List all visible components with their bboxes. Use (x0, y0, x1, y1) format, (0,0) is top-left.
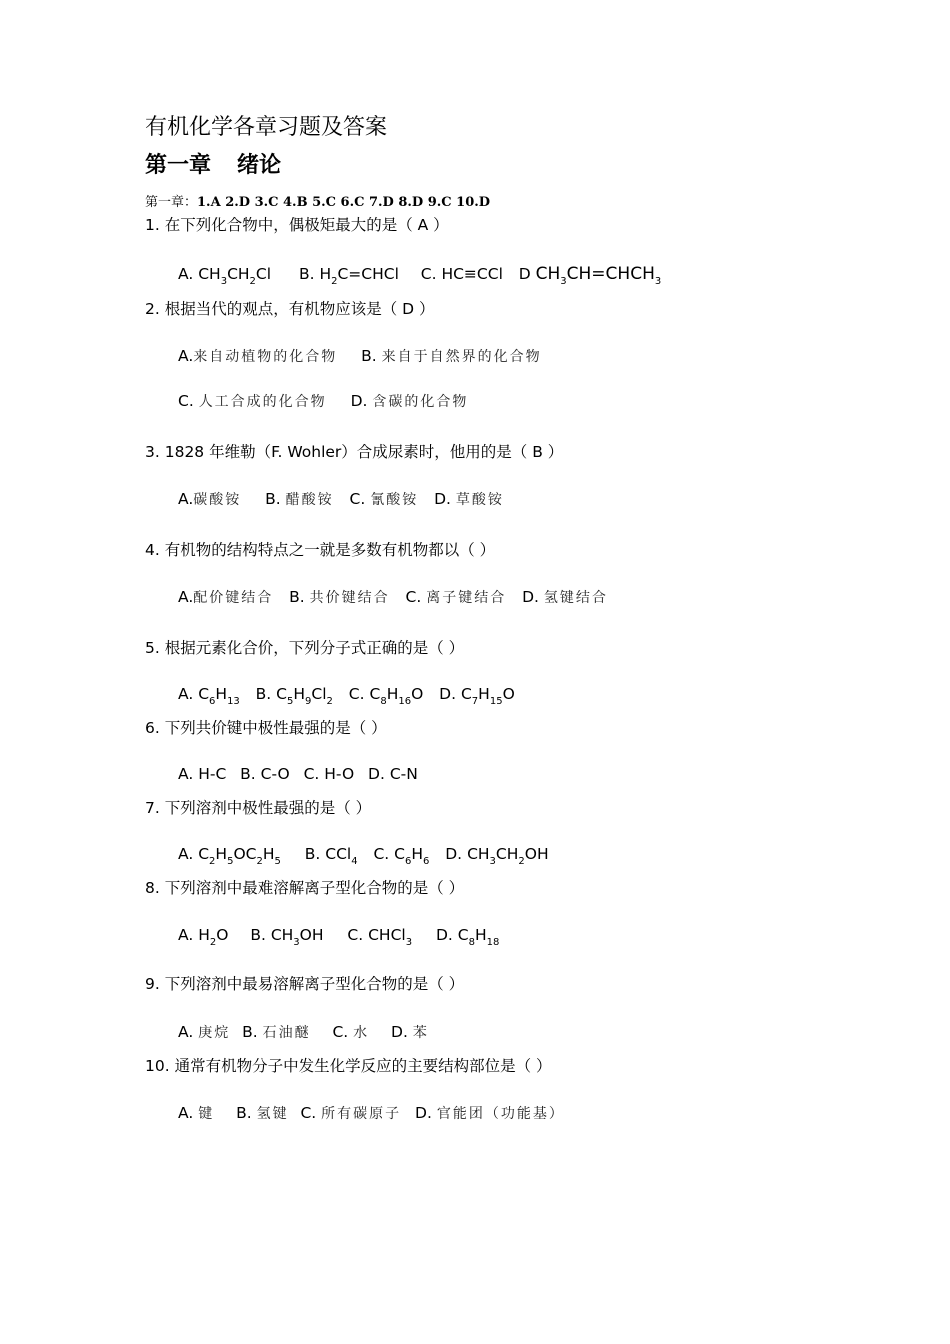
option-label: A. (178, 765, 194, 783)
option-label: D (518, 265, 531, 283)
option-formula: HC≡CCl (441, 265, 503, 283)
option-label: B. (298, 265, 315, 283)
answer-key-text: 1.A 2.D 3.C 4.B 5.C 6.C 7.D 8.D 9.C 10.D (197, 195, 491, 210)
option-label: B. (240, 765, 256, 783)
question-5: 5. 根据元素化合价，下列分子式正确的是（ ） (145, 639, 465, 657)
option-label: B. (289, 588, 305, 606)
option-text: 来自动植物的化合物 (193, 349, 338, 365)
question-1: 1. 在下列化合物中，偶极矩最大的是（ A ） (145, 216, 449, 234)
option-formula: $H_2C=CHCl$ (319, 265, 399, 287)
option-label: D. (435, 926, 453, 944)
answer-key-label: 第一章： (145, 195, 198, 210)
question-1-options (178, 264, 662, 287)
option-label: A. (178, 845, 194, 863)
question-7: 7. 下列溶剂中极性最强的是（ ） (145, 799, 372, 817)
option-label: A. (178, 1104, 194, 1122)
option-formula: CCl$_4$ (325, 845, 358, 867)
option-label: D. (445, 845, 463, 863)
option-label: C. (332, 1023, 349, 1041)
option-text: 水 (353, 1025, 370, 1041)
question-2-options-row2 (178, 391, 468, 411)
option-label: B. (250, 926, 266, 944)
question-4-options (178, 587, 608, 607)
chapter-name: 绪论 (237, 153, 282, 178)
option-text: 来自于自然界的化合物 (381, 349, 542, 365)
question-9-options (178, 1022, 429, 1042)
answer-key (145, 191, 490, 210)
option-label: D. (368, 765, 385, 783)
option-formula: $CH_3CH=CHCH_3$ (535, 264, 662, 287)
option-label: D. (350, 392, 368, 410)
question-7-options (178, 845, 549, 867)
option-text: 官能团（功能基） (436, 1106, 565, 1122)
option-formula: $H_2O$ (198, 926, 229, 948)
option-label: B. (255, 685, 272, 703)
option-text: 苯 (412, 1025, 429, 1041)
option-formula: $C_6H_{13}$ (198, 685, 240, 707)
option-label: D. (415, 1104, 432, 1122)
question-2: 2. 根据当代的观点，有机物应该是（ D ） (145, 300, 435, 318)
option-label: B. (361, 347, 377, 365)
option-label: A. (178, 490, 194, 508)
question-10: 10. 通常有机物分子中发生化学反应的主要结构部位是（ ） (145, 1057, 552, 1075)
option-formula: $C_8H_{18}$ (457, 926, 500, 948)
question-6: 6. 下列共价键中极性最强的是（ ） (145, 719, 387, 737)
option-label: C. (348, 685, 365, 703)
option-text: 庚烷 (198, 1025, 231, 1041)
option-text: 所有碳原子 (321, 1106, 402, 1122)
question-10-options (178, 1103, 565, 1123)
option-text: H-C (198, 765, 227, 783)
option-formula: CHCl$_3$ (368, 926, 413, 948)
question-3-options (178, 489, 504, 509)
option-label: C. (300, 1104, 317, 1122)
option-text: 石油醚 (262, 1025, 311, 1041)
option-formula: $CH_3OH$ (270, 926, 324, 948)
option-label: C. (373, 845, 390, 863)
option-text: 含碳的化合物 (372, 394, 469, 410)
document-title: 有机化学各章习题及答案 (145, 115, 388, 140)
option-label: D. (391, 1023, 408, 1041)
option-label: B. (236, 1104, 252, 1122)
option-formula: $C_5H_9Cl_2$ (276, 685, 333, 707)
option-label: A. (178, 1023, 194, 1041)
option-label: A. (178, 347, 194, 365)
question-8-options (178, 926, 500, 948)
option-label: C. (347, 926, 364, 944)
option-label: D. (522, 588, 539, 606)
option-label: C. (349, 490, 366, 508)
question-4: 4. 有机物的结构特点之一就是多数有机物都以（ ） (145, 541, 496, 559)
option-label: B. (265, 490, 281, 508)
option-label: A. (178, 265, 194, 283)
option-label: B. (304, 845, 321, 863)
option-label: C. (303, 765, 320, 783)
question-5-options (178, 685, 515, 707)
question-3: 3. 1828 年维勒（F. Wohler）合成尿素时，他用的是（ B ） (145, 443, 564, 461)
option-text: 离子键结合 (426, 590, 507, 606)
option-text: 碳酸铵 (193, 492, 242, 508)
option-label: D. (439, 685, 457, 703)
option-text: 醋酸铵 (285, 492, 334, 508)
option-text: C-O (260, 765, 290, 783)
option-text: 共价键结合 (309, 590, 390, 606)
option-text: 草酸铵 (455, 492, 504, 508)
option-label: C. (420, 265, 437, 283)
option-formula: $CH_3CH_2OH$ (467, 845, 549, 867)
option-text: C-N (389, 765, 418, 783)
option-formula: $C_6H_6$ (394, 845, 430, 867)
chapter-heading (145, 148, 281, 179)
option-text: 配价键结合 (193, 590, 274, 606)
option-label: A. (178, 926, 194, 944)
question-9: 9. 下列溶剂中最易溶解离子型化合物的是（ ） (145, 975, 465, 993)
option-label: C. (178, 392, 194, 410)
option-text: 键 (198, 1106, 215, 1122)
option-label: D. (434, 490, 451, 508)
chapter-number: 第一章 (145, 153, 212, 178)
question-8: 8. 下列溶剂中最难溶解离子型化合物的是（ ） (145, 879, 465, 897)
option-formula: $C_2H_5OC_2H_5$ (198, 845, 281, 867)
question-2-options-row1 (178, 346, 542, 366)
option-formula: $CH_3CH_2Cl$ (198, 265, 272, 287)
option-text: 氢键 (256, 1106, 289, 1122)
option-label: C. (405, 588, 422, 606)
option-label: B. (242, 1023, 258, 1041)
question-6-options (178, 765, 418, 783)
option-text: H-O (324, 765, 355, 783)
option-label: A. (178, 588, 194, 606)
option-formula: $C_7H_{15}O$ (460, 685, 515, 707)
option-text: 氢键结合 (543, 590, 608, 606)
option-formula: $C_8H_{16}O$ (369, 685, 424, 707)
option-text: 人工合成的化合物 (198, 394, 327, 410)
option-text: 氰酸铵 (370, 492, 419, 508)
option-label: A. (178, 685, 194, 703)
